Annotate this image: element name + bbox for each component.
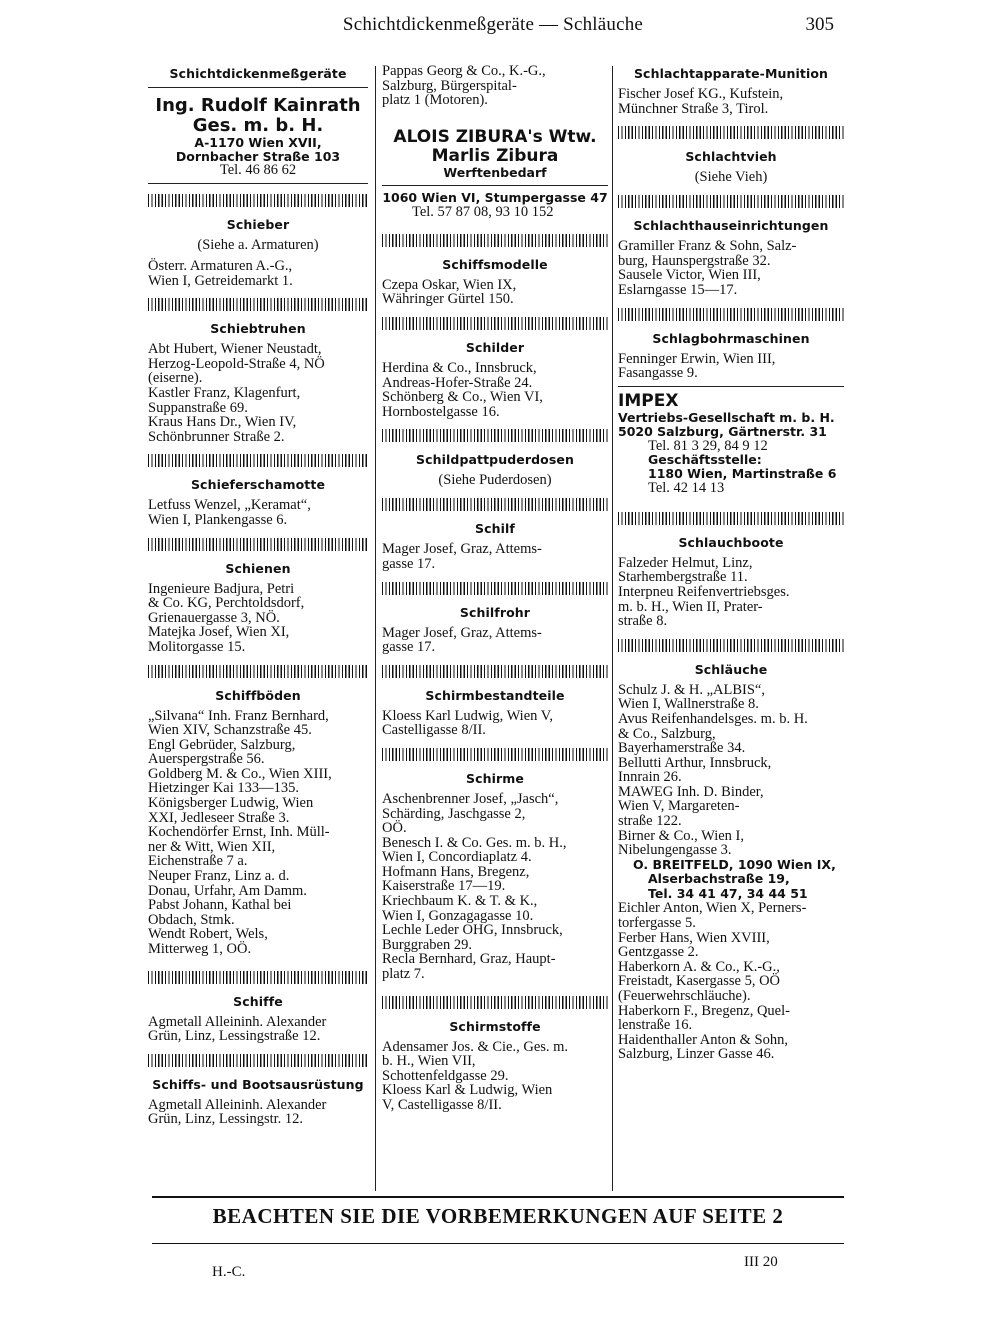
list-item: Recla Bernhard, Graz, Haupt- platz 7. [382,951,556,983]
section-heading: Schieferschamotte [190,477,326,493]
separator-bars [148,665,368,678]
separator-bars [148,1054,368,1067]
ad-phone: Tel. 46 86 62 [219,162,297,178]
list-item: Kochendörfer Ernst, Inh. Müll- ner & Witt, Wien XII, Eichenstraße 7 a. [148,824,330,870]
list-item: Österr. Armaturen A.-G., Wien I, Getreidemarkt 1. [148,258,293,289]
list-item: Benesch I. & Co. Ges. m. b. H., Wien I, Concordiaplatz 4. [382,834,567,866]
list-item: Herdina & Co., Innsbruck, Andreas-Hofer-Straße 24. [382,359,537,391]
list-item: Letfuss Wenzel, „Keramat“, Wien I, Plankengasse 6. [148,497,311,528]
separator-bars [148,194,368,207]
divider [618,386,844,387]
list-item: Mager Josef, Graz, Attems- gasse 17. [382,624,542,656]
list-item: Czepa Oskar, Wien IX, Währinger Gürtel 150. [382,276,517,308]
section-heading: Schienen [225,560,291,576]
list-item: Kraus Hans Dr., Wien IV, Schönbrunner Straße 2. [148,414,297,445]
section-heading: Schiffsmodelle [442,256,548,272]
list-item: Hofmann Hans, Bregenz, Kaiserstraße 17—19. [382,863,530,895]
list-item: Fenninger Erwin, Wien III, Fasangasse 9. [618,350,776,382]
separator-bars [148,538,368,551]
list-item: Abt Hubert, Wiener Neustadt, Herzog-Leopold-Straße 4, NÖ (eiserne). [148,341,325,387]
section-heading: Schieber [226,217,290,232]
list-item: Adensamer Jos. & Cie., Ges. m. b. H., Wien VII, Schottenfeldgasse 29. [382,1038,569,1084]
separator-bars [382,498,608,511]
list-item: Kloess Karl Ludwig, Wien V, Castelligasse 8/II. [382,707,553,739]
column-2 [382,62,608,1113]
list-item: Ferber Hans, Wien XVIII, Gentzgasse 2. [618,929,770,961]
see-also-note: (Siehe Puderdosen) [438,472,552,489]
notice-banner: BEACHTEN SIE DIE VORBEMERKUNGEN AUF SEITE 2 [212,1204,784,1228]
section-heading: Schiebtruhen [210,321,306,337]
section-heading: Schiffs- und Bootsausrüstung [152,1076,364,1092]
list-item: Pappas Georg & Co., K.-G., Salzburg, Bürgerspital- platz 1 (Motoren). [382,63,546,109]
list-item: Haberkorn F., Bregenz, Quel- lenstraße 16. [618,1002,790,1034]
separator-bars [618,639,844,652]
list-item: Agmetall Alleininh. Alexander Grün, Linz, Lessingstraße 12. [148,1013,327,1045]
section-heading: Schiffe [233,993,283,1009]
ad-company-form: Ges. m. b. H. [192,115,324,136]
separator-bars [382,748,608,761]
separator-bars [618,126,844,139]
separator-bars [148,454,368,467]
list-item-featured: O. BREITFELD, 1090 Wien IX, Alserbachstraße 19, Tel. 34 41 47, 34 44 51 [633,856,836,901]
separator-bars [382,234,608,247]
list-item: Eichler Anton, Wien X, Perners- torfergasse 5. [618,900,807,931]
list-item: Kriechbaum K. & T. & K., Wien I, Gonzagagasse 10. [382,893,538,924]
separator-bars [148,298,368,311]
section-heading: Schlachtvieh [685,149,777,165]
section-heading: Schilf [475,521,515,537]
list-item: Falzeder Helmut, Linz, Starhembergstraße 11. [618,554,753,586]
section-heading: Schlagbohrmaschinen [652,330,810,346]
list-item: Aschenbrenner Josef, „Jasch“, Schärding, Jaschgasse 2, OÖ. [382,790,559,837]
list-item: Haberkorn A. & Co., K.-G., Freistadt, Kasergasse 5, OÖ (Feuerwehrschläuche). [618,958,781,1004]
separator-bars [382,996,608,1009]
section-heading: Schichtdickenmeßgeräte [169,66,347,81]
page-header [0,14,986,42]
list-item: Mager Josef, Graz, Attems- gasse 17. [382,541,542,572]
list-item: Gramiller Franz & Sohn, Salz- burg, Haunspergstraße 32. [618,238,797,269]
section-heading: Schilfrohr [459,604,531,620]
page-number: 305 [805,14,834,35]
separator-bars [618,308,844,321]
column-1 [148,62,368,1127]
list-item: Wendt Robert, Wels, Mitterweg 1, OÖ. [148,926,268,957]
separator-bars [382,665,608,678]
section-heading: Schiffböden [215,687,301,703]
list-item: Schulz J. & H. „ALBIS“, Wien I, Wallnerstraße 8. [618,681,765,713]
ad-company-form: Vertriebs-Gesellschaft m. b. H. [618,409,835,425]
divider [152,1196,844,1198]
section-heading: Schlachtapparate-Munition [633,66,829,81]
section-heading: Schlachthauseinrichtungen [633,218,829,234]
advert-kainrath [148,96,368,178]
ad-company-name: IMPEX [618,390,679,411]
ad-street: Dornbacher Straße 103 [175,148,341,164]
ad-branch-address: 1180 Wien, Martinstraße 6 [648,466,837,482]
divider [148,87,368,88]
list-item: Engl Gebrüder, Salzburg, Auerspergstraße 56. [148,736,296,768]
column-3 [618,62,844,1062]
ad-address: 5020 Salzburg, Gärtnerstr. 31 [618,423,827,439]
see-also-note: (Siehe a. Armaturen) [197,237,319,253]
ad-owner: Marlis Zibura [431,145,559,166]
divider [152,1243,844,1244]
section-heading: Schilder [465,339,525,355]
list-item: Haidenthaller Anton & Sohn, Salzburg, Linzer Gasse 46. [618,1031,788,1063]
section-heading: Schirmbestandteile [425,687,565,703]
column-divider [375,66,376,1191]
list-item: Avus Reifenhandelsges. m. b. H. & Co., Salzburg, Bayerhamerstraße 34. [618,710,808,757]
list-item: Pabst Johann, Kathal bei Obdach, Stmk. [148,897,292,928]
list-item: Kastler Franz, Klagenfurt, Suppanstraße 69. [148,384,301,416]
section-heading: Schläuche [694,661,768,677]
list-item: Neuper Franz, Linz a. d. Donau, Urfahr, Am Damm. [148,868,307,899]
list-item: Schönberg & Co., Wien VI, Hornbostelgasse 16. [382,389,543,420]
list-item: Matejka Josef, Wien XI, Molitorgasse 15. [148,624,290,655]
separator-bars [382,317,608,330]
section-heading: Schirmstoffe [449,1018,541,1034]
separator-bars [382,582,608,595]
ad-branch-label: Geschäftsstelle: [648,452,762,468]
separator-bars [618,195,844,208]
see-also-note: (Siehe Vieh) [694,169,768,186]
list-item: Kloess Karl & Ludwig, Wien V, Castelligasse 8/II. [382,1082,553,1113]
list-item: Goldberg M. & Co., Wien XIII, Hietzinger Kai 133—135. [148,765,332,797]
ad-city: A-1170 Wien XVII, [194,135,322,150]
list-item: Agmetall Alleininh. Alexander Grün, Linz, Lessingstr. 12. [148,1096,327,1128]
footer-left: H.-C. [212,1264,246,1280]
ad-company-name: Ing. Rudolf Kainrath [155,95,361,116]
ad-trade: Werftenbedarf [443,164,547,180]
ad-company-name: ALOIS ZIBURA's Wtw. [393,126,597,147]
list-item: Ingenieure Badjura, Petri & Co. KG, Perchtoldsdorf, Grienauergasse 3, NÖ. [148,580,305,626]
separator-bars [148,971,368,984]
list-item: „Silvana“ Inh. Franz Bernhard, Wien XIV, Schanzstraße 45. [148,707,329,739]
separator-bars [618,512,844,525]
list-item: Lechle Leder OHG, Innsbruck, Burggraben 29. [382,922,563,953]
section-heading: Schildpattpuderdosen [416,452,574,468]
advert-impex [618,392,844,496]
advert-zibura [382,128,608,220]
ad-branch-phone: Tel. 42 14 13 [648,480,725,497]
section-heading: Schlauchboote [678,534,784,550]
ad-phone: Tel. 57 87 08, 93 10 152 [412,203,554,220]
divider [148,183,368,184]
list-item: MAWEG Inh. D. Binder, Wien V, Margareten- straße 122. [618,783,764,830]
list-item: Königsberger Ludwig, Wien XXI, Jedleseer Straße 3. [148,795,314,826]
list-item: Sausele Victor, Wien III, Eslarngasse 15—17. [618,267,761,298]
running-title: Schichtdickenmeßgeräte — Schläuche [342,14,644,35]
column-divider [612,66,613,1191]
footer-right: III 20 [744,1254,778,1270]
divider [382,185,608,186]
separator-bars [382,429,608,442]
ad-phone: Tel. 81 3 29, 84 9 12 [648,437,768,454]
list-item: Interpneu Reifenvertriebsges. m. b. H., Wien II, Prater- straße 8. [618,583,790,630]
ad-address: 1060 Wien VI, Stumpergasse 47 [382,189,608,205]
list-item: Bellutti Arthur, Innsbruck, Innrain 26. [618,754,772,786]
list-item: Birner & Co., Wien I, Nibelungengasse 3. [618,827,745,859]
list-item: Fischer Josef KG., Kufstein, Münchner Straße 3, Tirol. [618,86,784,117]
section-heading: Schirme [466,770,524,786]
